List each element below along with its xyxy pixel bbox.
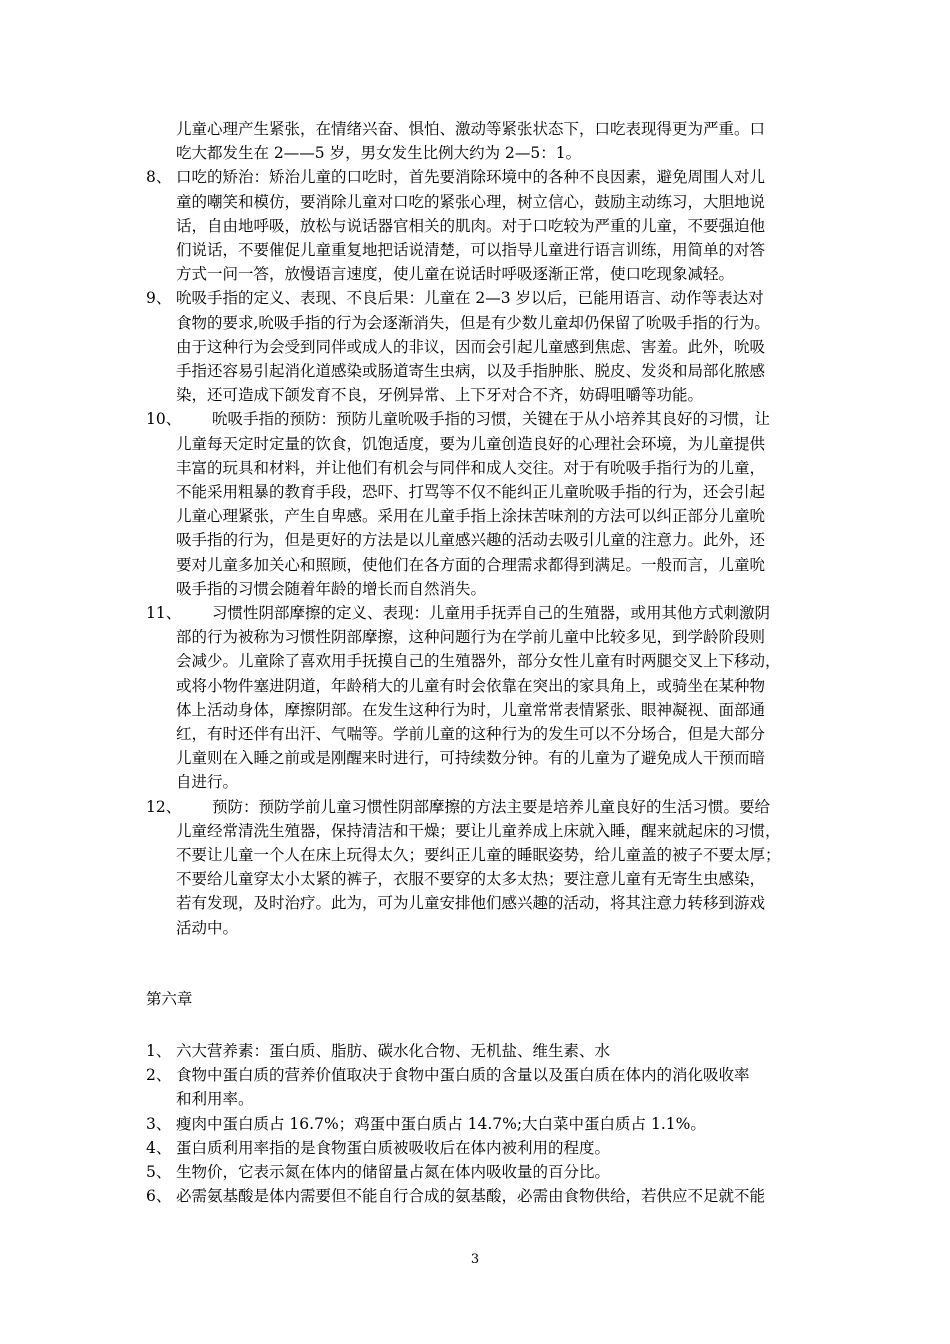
- list-item-text-line: 童的嘲笑和模仿，要消除儿童对口吃的紧张心理，树立信心，鼓励主动练习，大胆地说: [176, 192, 766, 211]
- list-item-text-line: 六大营养素：蛋白质、脂肪、碳水化合物、无机盐、维生素、水: [176, 1042, 611, 1060]
- list-item-text-line: 生物价，它表示氮在体内的储留量占氮在体内吸收量的百分比。: [176, 1163, 611, 1181]
- list-item-text-line: 预防：预防学前儿童习惯性阴部摩擦的方法主要是培养儿童良好的生活习惯。要给: [212, 797, 771, 816]
- list-item-text-line: 吸手指的习惯会随着年龄的增长而自然消失。: [176, 579, 487, 598]
- list-item-text-line: 活动中。: [176, 918, 239, 937]
- list-item-text-line: 自进行。: [176, 773, 239, 792]
- list-item-text-line: 儿童则在入睡之前或是刚醒来时进行，可持续数分钟。有的儿童为了避免成人干预而暗: [176, 749, 766, 768]
- list-item-text-line: 儿童每天定时定量的饮食，饥饱适度，要为儿童创造良好的心理社会环境，为儿童提供: [176, 434, 766, 453]
- list-item-text-line: 体上活动身体，摩擦阴部。在发生这种行为时，儿童常常表情紧张、眼神凝视、面部通: [176, 700, 766, 719]
- list-item-number: 1、: [146, 1042, 172, 1060]
- page-number: 3: [470, 1252, 480, 1267]
- list-item-text-line: 不要给儿童穿太小太紧的裤子，衣服不要穿的太多太热；要注意儿童有无寄生虫感染，: [176, 870, 766, 889]
- list-item-text-line: 蛋白质利用率指的是食物蛋白质被吸收后在体内被利用的程度。: [176, 1138, 611, 1157]
- list-item-text-line: 食物中蛋白质的营养价值取决于食物中蛋白质的含量以及蛋白质在体内的消化吸收率: [176, 1066, 750, 1085]
- list-item-text-line: 瘦肉中蛋白质占 16.7%；鸡蛋中蛋白质占 14.7%;大白菜中蛋白质占 1.1%。: [176, 1114, 706, 1133]
- list-item-number: 11、: [146, 604, 182, 622]
- list-item-text-line: 食物的要求,吮吸手指的行为会逐渐消失，但是有少数儿童却仍保留了吮吸手指的行为。: [176, 313, 770, 332]
- list-item-text-line: 不要让儿童一个人在床上玩得太久；要纠正儿童的睡眠姿势，给儿童盖的被子不要太厚；: [176, 846, 781, 864]
- list-item-text-line: 口吃的矫治：矫治儿童的口吃时，首先要消除环境中的各种不良因素，避免周围人对儿: [176, 168, 766, 187]
- list-item-text-line: 吃大都发生在 2——5 岁，男女发生比例大约为 2—5：1。: [176, 144, 582, 163]
- list-item-text-line: 吸手指的行为，但是更好的方法是以儿童感兴趣的活动去吸引儿童的注意力。此外，还: [176, 531, 766, 550]
- list-item-text-line: 不能采用粗暴的教育手段，恐吓、打骂等不仅不能纠正儿童吮吸手指的行为，还会引起: [176, 483, 766, 501]
- list-item-text-line: 要对儿童多加关心和照顾，使他们在各方面的合理需求都得到满足。一般而言，儿童吮: [176, 555, 766, 574]
- list-item-number: 8、: [146, 168, 172, 187]
- list-item-text-line: 儿童心理紧张，产生自卑感。采用在儿童手指上涂抹苦味剂的方法可以纠正部分儿童吮: [176, 507, 766, 526]
- list-item-number: 4、: [146, 1138, 172, 1157]
- list-item-number: 6、: [146, 1187, 172, 1206]
- list-item-text-line: 若有发现，及时治疗。此为，可为儿童安排他们感兴趣的活动，将其注意力转移到游戏: [176, 894, 766, 913]
- list-item-text-line: 儿童心理产生紧张，在情绪兴奋、惧怕、激动等紧张状态下，口吃表现得更为严重。口: [176, 120, 766, 138]
- list-item-text-line: 丰富的玩具和材料，并让他们有机会与同伴和成人交往。对于有吮吸手指行为的儿童，: [176, 458, 766, 477]
- list-item-text-line: 会减少。儿童除了喜欢用手抚摸自己的生殖器外，部分女性儿童有时两腿交叉上下移动，: [176, 652, 781, 671]
- list-item-text-line: 或将小物件塞进阴道，年龄稍大的儿童有时会依靠在突出的家具角上，或骑坐在某种物: [176, 676, 766, 695]
- list-item-text-line: 吮吸手指的定义、表现、不良后果：儿童在 2—3 岁以后，已能用语言、动作等表达对: [176, 289, 764, 308]
- list-item-text-line: 方式一问一答，放慢语言速度，使儿童在说话时呼吸逐渐正常，使口吃现象减轻。: [176, 265, 735, 284]
- list-item-number: 9、: [146, 289, 172, 308]
- list-item-text-line: 手指还容易引起消化道感染或肠道寄生虫病，以及手指肿胀、脱皮、发炎和局部化脓感: [176, 362, 766, 380]
- list-item-text-line: 儿童经常清洗生殖器，保持清洁和干燥；要让儿童养成上床就入睡，醒来就起床的习惯，: [176, 821, 781, 840]
- list-item-text-line: 吮吸手指的预防：预防儿童吮吸手指的习惯，关键在于从小培养其良好的习惯，让: [212, 410, 771, 429]
- list-item-text-line: 习惯性阴部摩擦的定义、表现：儿童用手抚弄自己的生殖器，或用其他方式刺激阴: [212, 604, 771, 622]
- list-item-number: 12、: [146, 797, 182, 816]
- list-item-text-line: 部的行为被称为习惯性阴部摩擦，这种问题行为在学前儿童中比较多见，到学龄阶段则: [176, 628, 766, 647]
- list-item-text-line: 们说话，不要催促儿童重复地把话说清楚，可以指导儿童进行语言训练，用简单的对答: [176, 241, 766, 259]
- list-item-number: 2、: [146, 1066, 172, 1085]
- list-item-text-line: 由于这种行为会受到同伴或成人的非议，因而会引起儿童感到焦虑、害羞。此外，吮吸: [176, 337, 766, 356]
- list-item-text-line: 和利用率。: [176, 1090, 254, 1109]
- list-item-number: 3、: [146, 1114, 172, 1133]
- list-item-number: 5、: [146, 1163, 172, 1181]
- list-item-text-line: 必需氨基酸是体内需要但不能自行合成的氨基酸，必需由食物供给，若供应不足就不能: [176, 1187, 766, 1206]
- list-item-text-line: 红，有时还伴有出汗、气喘等。学前儿童的这种行为的发生可以不分场合，但是大部分: [176, 725, 766, 743]
- chapter-heading: 第六章: [146, 990, 193, 1008]
- list-item-number: 10、: [146, 410, 182, 429]
- list-item-text-line: 话，自由地呼吸，放松与说话器官相关的肌肉。对于口吃较为严重的儿童，不要强迫他: [176, 216, 766, 235]
- list-item-text-line: 染，还可造成下颌发育不良，牙例异常、上下牙对合不齐，妨碍咀嚼等功能。: [176, 386, 704, 405]
